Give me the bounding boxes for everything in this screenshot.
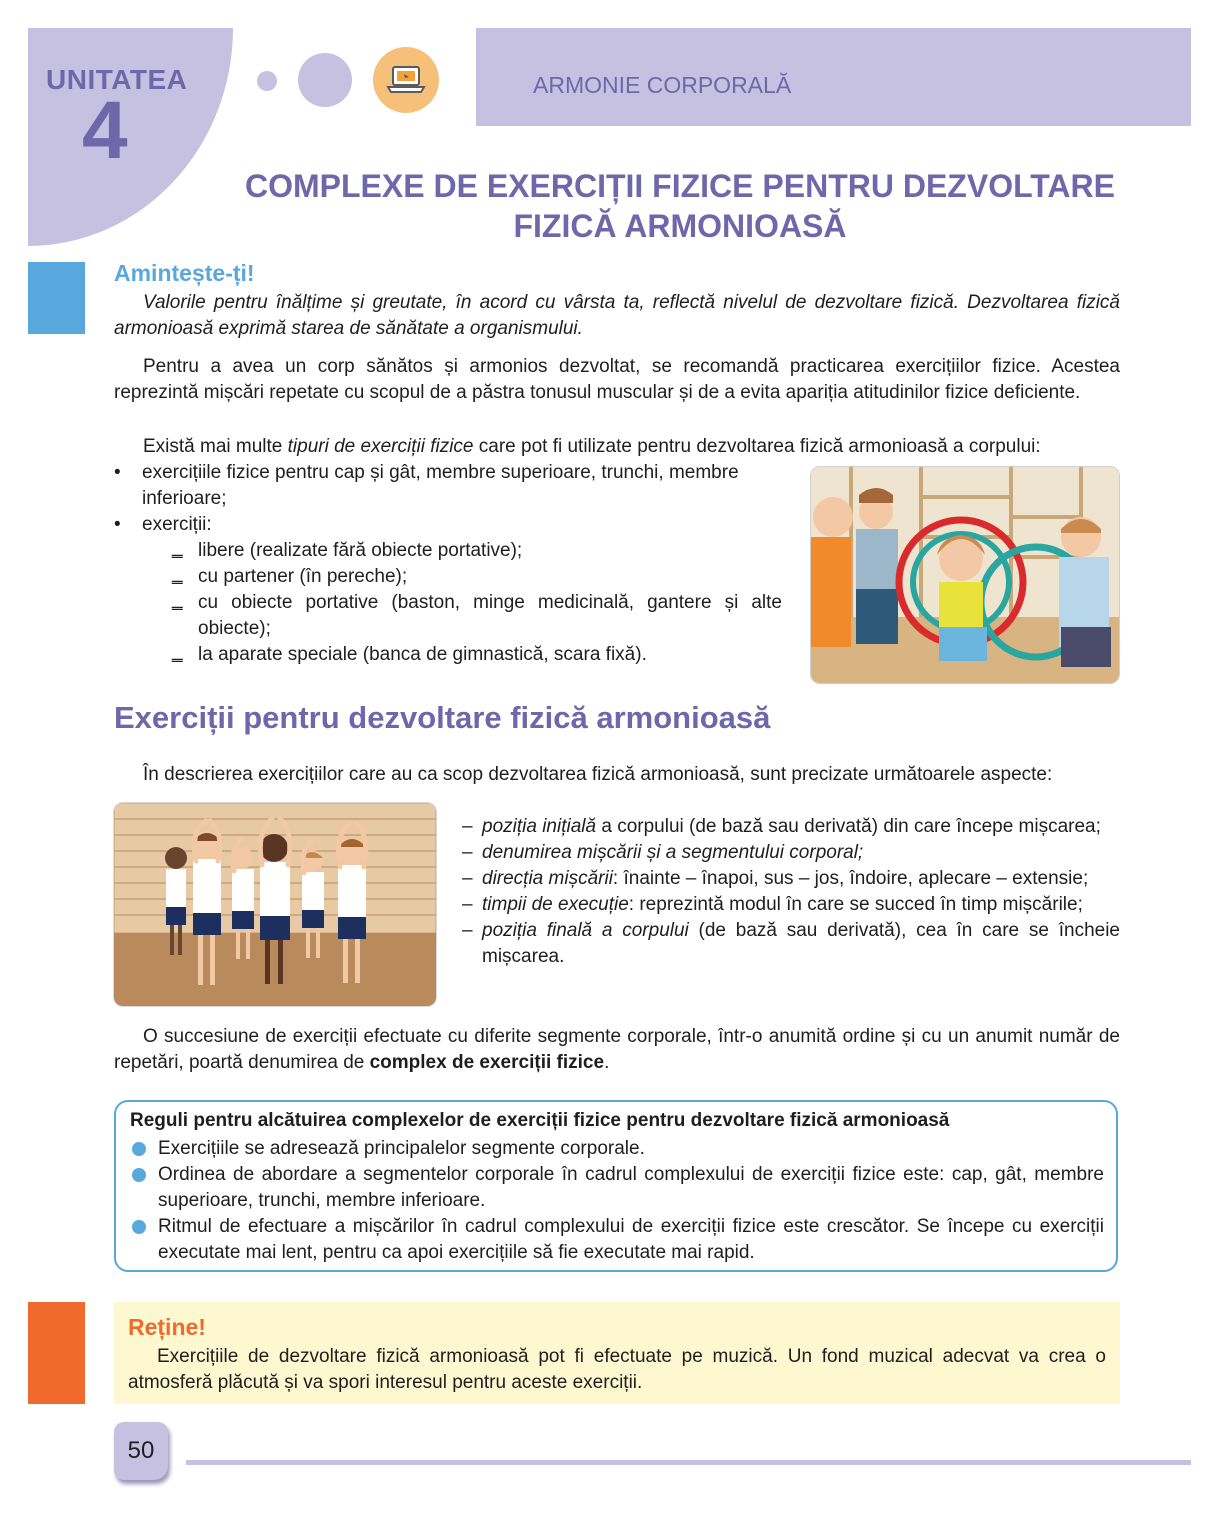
section-title: Exerciții pentru dezvoltare fizică armonioasă xyxy=(114,700,771,735)
rule-item xyxy=(130,1162,1104,1214)
page-title xyxy=(200,166,1160,246)
list-item xyxy=(112,460,782,512)
page-title-line2: FIZICĂ ARMONIOASĂ xyxy=(513,208,847,244)
aspect-text: : înainte – înapoi, sus – jos, îndoire, aplecare – extensie; xyxy=(612,868,1089,889)
laptop-icon xyxy=(373,47,439,113)
retine-text: Exercițiile de dezvoltare fizică armonioasă pot fi efectuate pe muzică. Un fond muzical adecvat va crea o atmosferă plăcută și va spori interesul pentru aceste exerciții. xyxy=(128,1346,1106,1393)
dash-icon: – xyxy=(462,894,473,915)
dash-icon: ‗ xyxy=(172,538,183,559)
remember-side-marker xyxy=(28,262,85,334)
list-item xyxy=(462,814,1120,840)
sub-list-item-text: cu obiecte portative (baston, minge medicinală, gantere și alte obiecte); xyxy=(198,592,782,639)
exercise-types-list xyxy=(112,460,792,668)
aspect-term: timpii de execuție xyxy=(482,894,629,915)
dash-icon: – xyxy=(462,816,473,837)
aspect-text: : reprezintă modul în care se succed în timp mișcările; xyxy=(628,894,1083,915)
section-intro: În descrierea exercițiilor care au ca scop dezvoltarea fizică armonioasă, sunt precizate următoarele aspecte: xyxy=(143,764,1053,785)
header-title: ARMONIE CORPORALĂ xyxy=(533,72,792,98)
complex-definition xyxy=(114,1024,1120,1076)
aspects-list xyxy=(462,814,1120,970)
sub-list-item-text: la aparate speciale (banca de gimnastică, scara fixă). xyxy=(198,644,647,665)
aspect-term: direcția mișcării xyxy=(482,868,613,889)
rules-title: Reguli pentru alcătuirea complexelor de exerciții fizice pentru dezvoltare fizică armonioasă xyxy=(130,1110,950,1131)
decor-dot-medium xyxy=(298,53,352,107)
complex-definition-end: . xyxy=(604,1052,610,1073)
list-item xyxy=(112,512,792,538)
list-item xyxy=(462,918,1120,970)
rule-text: Ordinea de abordare a segmentelor corporale în cadrul complexului de exerciții fizice este: cap, gât, membre superioare, trunchi, membre inferioare. xyxy=(158,1164,1104,1211)
sub-list-item xyxy=(112,590,782,642)
rule-text: Exercițiile se adresează principalelor segmente corporale. xyxy=(158,1138,645,1159)
complex-definition-text: O succesiune de exerciții efectuate cu diferite segmente corporale, într-o anumită ordine și cu un anumit număr de repetări, poartă denumirea de xyxy=(114,1026,1120,1073)
aspect-term: poziția inițială xyxy=(482,816,597,837)
sub-list-item xyxy=(112,564,792,590)
aspect-term: poziția finală a corpului xyxy=(482,920,689,941)
retine-side-marker xyxy=(28,1302,85,1404)
page-title-line1: COMPLEXE DE EXERCIȚII FIZICE PENTRU DEZVOLTARE xyxy=(245,168,1115,204)
types-intro-italic: tipuri de exerciții fizice xyxy=(287,436,474,457)
complex-definition-term: complex de exerciții fizice xyxy=(369,1052,605,1073)
aspect-text: a corpului (de bază sau derivată) din care începe mișcarea; xyxy=(596,816,1101,837)
intro-paragraph: Pentru a avea un corp sănătos și armonios dezvoltat, se recomandă practicarea exercițiilor fizice. Acestea reprezintă mișcări repetate cu scopul de a păstra tonusul muscular și de a evita apariția atitudinilor fizice deficiente. xyxy=(114,356,1120,403)
types-intro xyxy=(114,434,1120,460)
rule-item xyxy=(130,1214,1104,1266)
dash-icon: ‗ xyxy=(172,590,183,611)
dash-icon: – xyxy=(462,920,473,941)
rule-item xyxy=(130,1136,1104,1162)
bullet-icon: • xyxy=(114,462,121,483)
rule-text: Ritmul de efectuare a mișcărilor în cadrul complexului de exerciții fizice este crescător. Se începe cu exerciții executate mai lent, pentru ca apoi exercițiile să fie executate mai rapid. xyxy=(158,1216,1104,1263)
retine-title: Reține! xyxy=(128,1314,206,1340)
unit-number: 4 xyxy=(82,85,128,176)
sub-list-item-text: libere (realizate fără obiecte portative); xyxy=(198,540,523,561)
aspect-term: denumirea mișcării și a segmentului corporal; xyxy=(482,842,864,863)
bullet-icon: • xyxy=(114,514,121,535)
list-item xyxy=(462,840,1120,866)
list-item-text: exerciții: xyxy=(142,514,212,535)
bullet-dot-icon xyxy=(132,1220,146,1234)
sub-list-item xyxy=(112,538,792,564)
aspect-text: (de bază sau derivată), cea în care se încheie mișcarea. xyxy=(482,920,1120,967)
footer-divider xyxy=(186,1460,1191,1465)
children-stretching-photo xyxy=(113,802,437,1007)
bullet-dot-icon xyxy=(132,1168,146,1182)
dash-icon: – xyxy=(462,868,473,889)
types-intro-text: Există mai multe xyxy=(143,436,288,457)
remember-text: Valorile pentru înălțime și greutate, în acord cu vârsta ta, reflectă nivelul de dezvoltare fizică. Dezvoltarea fizică armonioasă exprimă starea de sănătate a organismului. xyxy=(114,292,1120,339)
rules-list xyxy=(130,1136,1104,1266)
list-item xyxy=(462,866,1120,892)
bullet-dot-icon xyxy=(132,1142,146,1156)
dash-icon: ‗ xyxy=(172,642,183,663)
decor-dot-small xyxy=(257,71,277,91)
list-item xyxy=(462,892,1120,918)
sub-list-item-text: cu partener (în pereche); xyxy=(198,566,408,587)
sub-list-item xyxy=(112,642,792,668)
remember-title: Amintește-ți! xyxy=(114,260,255,286)
children-hoops-photo xyxy=(810,466,1120,684)
dash-icon: ‗ xyxy=(172,564,183,585)
dash-icon: – xyxy=(462,842,473,863)
page-number: 50 xyxy=(127,1437,155,1464)
unit-label: UNITATEA xyxy=(46,64,188,95)
list-item-text: exercițiile fizice pentru cap și gât, membre superioare, trunchi, membre inferioare; xyxy=(142,462,739,509)
types-intro-text-end: care pot fi utilizate pentru dezvoltarea fizică armonioasă a corpului: xyxy=(473,436,1041,457)
